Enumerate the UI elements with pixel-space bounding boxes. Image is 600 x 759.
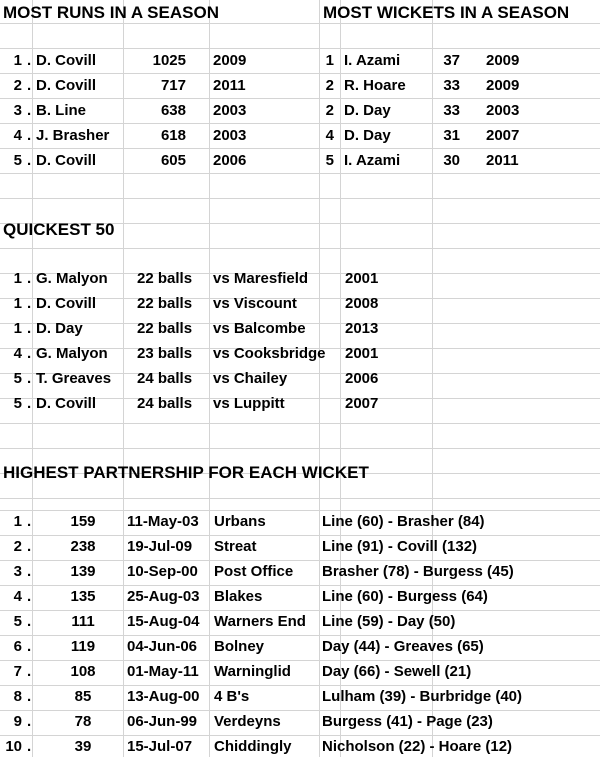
- partnership-wicket: 10: [5, 738, 22, 755]
- runs-total: 1025: [152, 52, 186, 69]
- partnership-dot: .: [27, 563, 32, 580]
- partnership-date: 01-May-11: [127, 663, 199, 680]
- partnership-wicket: 2: [13, 538, 22, 555]
- fifty-player-name: D. Covill: [36, 295, 97, 312]
- fifty-year: 2001: [345, 345, 379, 362]
- partnership-date: 15-Jul-07: [127, 738, 193, 755]
- runs-total: 717: [160, 77, 186, 94]
- partnership-batsmen: Line (60) - Burgess (64): [322, 588, 488, 605]
- partnership-wicket: 1: [13, 513, 22, 530]
- partnership-batsmen: Burgess (41) - Page (23): [322, 713, 493, 730]
- fifty-position: 1: [13, 295, 22, 312]
- partnership-dot: .: [27, 613, 32, 630]
- partnership-opponent: Verdeyns: [214, 713, 281, 730]
- wickets-position: 2: [325, 102, 334, 119]
- wickets-year: 2007: [486, 127, 520, 144]
- runs-player-name: B. Line: [36, 102, 87, 119]
- partnership-runs: 119: [70, 638, 96, 655]
- partnership-batsmen: Day (44) - Greaves (65): [322, 638, 484, 655]
- wickets-total: 33: [443, 77, 460, 94]
- most-runs-title: MOST RUNS IN A SEASON: [3, 3, 219, 22]
- runs-dot: .: [27, 152, 32, 169]
- fifty-opponent: vs Maresfield: [213, 270, 309, 287]
- fifty-opponent: vs Cooksbridge: [213, 345, 326, 362]
- fifty-position: 1: [13, 270, 22, 287]
- runs-dot: .: [27, 102, 32, 119]
- partnership-runs: 39: [74, 738, 92, 755]
- partnership-wicket: 4: [13, 588, 22, 605]
- partnership-batsmen: Line (59) - Day (50): [322, 613, 456, 630]
- fifty-player-name: G. Malyon: [36, 270, 108, 287]
- partnership-date: 13-Aug-00: [127, 688, 200, 705]
- fifty-balls: 23 balls: [137, 345, 193, 362]
- fifty-position: 1: [13, 320, 22, 337]
- partnership-opponent: Blakes: [214, 588, 263, 605]
- fifty-balls: 22 balls: [137, 295, 193, 312]
- wickets-player-name: R. Hoare: [344, 77, 406, 94]
- partnership-runs: 238: [70, 538, 96, 555]
- partnership-dot: .: [27, 588, 32, 605]
- partnership-date: 25-Aug-03: [127, 588, 200, 605]
- partnership-runs: 85: [74, 688, 92, 705]
- runs-position: 1: [13, 52, 22, 69]
- partnership-opponent: Warninglid: [214, 663, 291, 680]
- runs-dot: .: [27, 52, 32, 69]
- partnership-dot: .: [27, 688, 32, 705]
- runs-year: 2011: [213, 77, 246, 94]
- fifty-year: 2001: [345, 270, 379, 287]
- partnership-wicket: 8: [13, 688, 22, 705]
- runs-total: 605: [160, 152, 186, 169]
- partnership-batsmen: Nicholson (22) - Hoare (12): [322, 738, 513, 755]
- wickets-year: 2009: [486, 52, 520, 69]
- partnership-opponent: Chiddingly: [214, 738, 292, 755]
- wickets-position: 5: [325, 152, 334, 169]
- runs-player-name: J. Brasher: [36, 127, 110, 144]
- fifty-opponent: vs Luppitt: [213, 395, 285, 412]
- partnership-wicket: 6: [13, 638, 22, 655]
- partnership-batsmen: Line (91) - Covill (132): [322, 538, 478, 555]
- partnership-date: 06-Jun-99: [127, 713, 198, 730]
- wickets-player-name: D. Day: [344, 102, 391, 119]
- wickets-total: 33: [443, 102, 460, 119]
- partnership-batsmen: Lulham (39) - Burbridge (40): [322, 688, 523, 705]
- runs-position: 2: [13, 77, 22, 94]
- partnership-opponent: Bolney: [214, 638, 265, 655]
- partnership-runs: 108: [70, 663, 96, 680]
- wickets-position: 4: [325, 127, 334, 144]
- fifty-year: 2007: [345, 395, 379, 412]
- fifty-dot: .: [27, 345, 32, 362]
- partnership-opponent: 4 B's: [214, 688, 250, 705]
- wickets-total: 37: [443, 52, 460, 69]
- fifty-opponent: vs Balcombe: [213, 320, 306, 337]
- runs-dot: .: [27, 77, 32, 94]
- partnership-opponent: Post Office: [214, 563, 294, 580]
- partnership-batsmen: Day (66) - Sewell (21): [322, 663, 472, 680]
- partnership-batsmen: Line (60) - Brasher (84): [322, 513, 485, 530]
- partnership-opponent: Urbans: [214, 513, 266, 530]
- partnership-dot: .: [27, 738, 32, 755]
- partnership-wicket: 5: [13, 613, 22, 630]
- fifty-balls: 22 balls: [137, 320, 193, 337]
- fifty-dot: .: [27, 370, 32, 387]
- partnership-dot: .: [27, 513, 32, 530]
- runs-player-name: D. Covill: [36, 77, 97, 94]
- partnership-date: 04-Jun-06: [127, 638, 198, 655]
- partnership-batsmen: Brasher (78) - Burgess (45): [322, 563, 514, 580]
- partnership-dot: .: [27, 538, 32, 555]
- partnership-wicket: 3: [13, 563, 22, 580]
- runs-player-name: D. Covill: [36, 152, 97, 169]
- fifty-balls: 22 balls: [137, 270, 193, 287]
- runs-total: 638: [160, 102, 186, 119]
- runs-total: 618: [160, 127, 186, 144]
- runs-position: 4: [13, 127, 22, 144]
- fifty-position: 4: [13, 345, 22, 362]
- fifty-position: 5: [13, 395, 22, 412]
- partnership-date: 19-Jul-09: [127, 538, 193, 555]
- partnership-dot: .: [27, 713, 32, 730]
- fifty-player-name: D. Day: [36, 320, 83, 337]
- runs-year: 2003: [213, 102, 247, 119]
- partnership-runs: 139: [70, 563, 96, 580]
- quickest-50-title: QUICKEST 50: [3, 220, 115, 239]
- fifty-year: 2008: [345, 295, 379, 312]
- runs-position: 5: [13, 152, 22, 169]
- runs-dot: .: [27, 127, 32, 144]
- wickets-player-name: I. Azami: [344, 152, 401, 169]
- fifty-dot: .: [27, 395, 32, 412]
- runs-year: 2009: [213, 52, 247, 69]
- fifty-player-name: G. Malyon: [36, 345, 108, 362]
- partnership-date: 11-May-03: [127, 513, 199, 530]
- partnership-dot: .: [27, 663, 32, 680]
- runs-position: 3: [13, 102, 22, 119]
- fifty-position: 5: [13, 370, 22, 387]
- wickets-year: 2003: [486, 102, 520, 119]
- fifty-year: 2013: [345, 320, 379, 337]
- runs-player-name: D. Covill: [36, 52, 97, 69]
- most-wickets-title: MOST WICKETS IN A SEASON: [323, 3, 570, 22]
- partnership-opponent: Warners End: [214, 613, 306, 630]
- runs-year: 2006: [213, 152, 247, 169]
- wickets-player-name: I. Azami: [344, 52, 401, 69]
- fifty-dot: .: [27, 295, 32, 312]
- fifty-year: 2006: [345, 370, 379, 387]
- fifty-opponent: vs Viscount: [213, 295, 297, 312]
- partnership-opponent: Streat: [214, 538, 257, 555]
- wickets-year: 2009: [486, 77, 520, 94]
- wickets-position: 2: [325, 77, 334, 94]
- fifty-balls: 24 balls: [137, 395, 193, 412]
- partnership-dot: .: [27, 638, 32, 655]
- partnership-runs: 135: [70, 588, 96, 605]
- fifty-dot: .: [27, 320, 32, 337]
- fifty-player-name: D. Covill: [36, 395, 97, 412]
- partnership-date: 10-Sep-00: [127, 563, 198, 580]
- fifty-balls: 24 balls: [137, 370, 193, 387]
- partnership-runs: 111: [71, 613, 95, 630]
- partnership-wicket: 9: [13, 713, 22, 730]
- fifty-player-name: T. Greaves: [36, 370, 112, 387]
- wickets-total: 31: [443, 127, 460, 144]
- partnership-wicket: 7: [13, 663, 22, 680]
- runs-year: 2003: [213, 127, 247, 144]
- highest-partnership-title: HIGHEST PARTNERSHIP FOR EACH WICKET: [3, 463, 369, 482]
- partnership-date: 15-Aug-04: [127, 613, 200, 630]
- partnership-runs: 78: [74, 713, 92, 730]
- wickets-year: 2011: [486, 152, 519, 169]
- partnership-runs: 159: [70, 513, 96, 530]
- fifty-dot: .: [27, 270, 32, 287]
- wickets-position: 1: [325, 52, 334, 69]
- wickets-total: 30: [443, 152, 460, 169]
- wickets-player-name: D. Day: [344, 127, 391, 144]
- fifty-opponent: vs Chailey: [213, 370, 288, 387]
